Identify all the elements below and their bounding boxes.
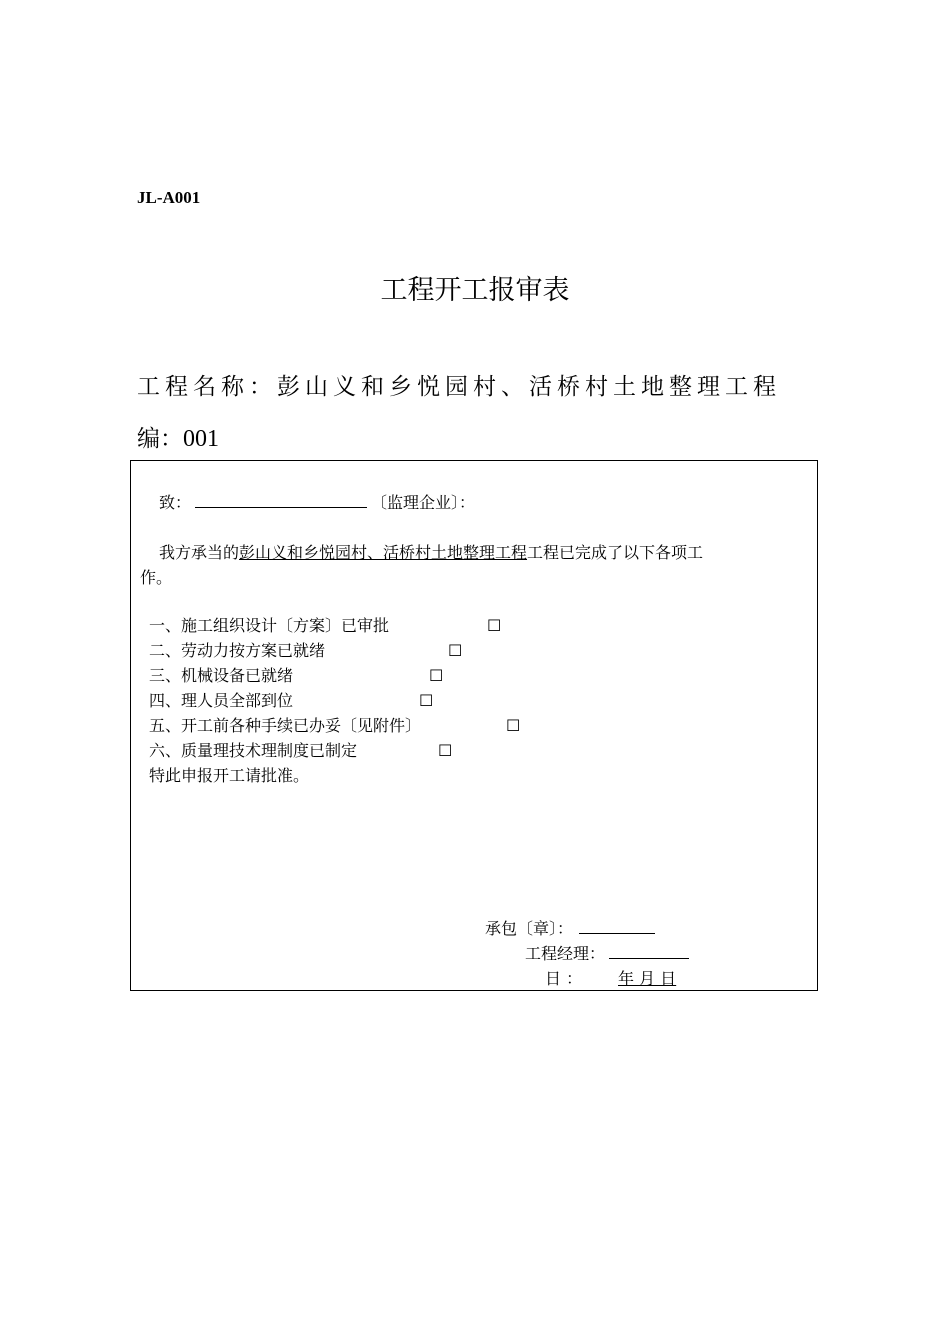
body-project-name: 彭山义和乡悦园村、活桥村土地整理工程: [239, 543, 528, 562]
item-label: 一、施工组织设计〔方案〕已审批: [149, 616, 390, 635]
to-line: [159, 493, 475, 513]
body-line-1: 我方承当的彭山义和乡悦园村、活桥村土地整理工程工程已完成了以下各项工: [159, 543, 704, 562]
checkbox-icon[interactable]: ☐: [419, 691, 434, 710]
item-label: 三、机械设备已就绪: [149, 666, 294, 685]
to-suffix: 〔监理企业〕：: [371, 493, 476, 512]
contractor-label: 承包〔章〕：: [485, 919, 574, 938]
checkbox-icon[interactable]: ☐: [506, 716, 521, 735]
item-label: 四、理人员全部到位: [149, 691, 294, 710]
checkbox-icon[interactable]: ☐: [487, 616, 502, 635]
checkbox-icon[interactable]: ☐: [448, 641, 463, 660]
date-value[interactable]: 年 月 日: [618, 969, 677, 988]
supervisor-blank[interactable]: [195, 493, 367, 508]
page-title: 工程开工报审表: [380, 275, 570, 306]
item-label: 五、开工前各种手续已办妥〔见附件〕: [149, 716, 422, 735]
date-label: 日 ：: [545, 969, 583, 988]
manager-label: 工程经理：: [525, 944, 606, 963]
form-number: [137, 420, 219, 453]
checkbox-icon[interactable]: ☐: [429, 666, 444, 685]
contractor-blank[interactable]: [579, 919, 655, 934]
contractor-line: [485, 919, 655, 939]
item-label: 二、劳动力按方案已就绪: [149, 641, 326, 660]
manager-blank[interactable]: [609, 944, 689, 959]
checkbox-icon[interactable]: ☐: [438, 741, 453, 760]
number-label: 编：: [137, 426, 183, 452]
date-line: [545, 969, 704, 989]
body-line-2: 作。: [140, 568, 173, 587]
project-name-line: 工程名称：彭山义和乡悦园村、活桥村土地整理工程: [137, 374, 781, 400]
manager-line: [525, 944, 689, 964]
form-code: JL-A001: [137, 188, 201, 207]
item-label: 六、质量理技术理制度已制定: [149, 741, 358, 760]
form-box: [130, 460, 818, 991]
number-value: 001: [183, 426, 219, 452]
to-label: 致：: [159, 493, 192, 512]
closing-text: 特此申报开工请批准。: [149, 766, 310, 785]
